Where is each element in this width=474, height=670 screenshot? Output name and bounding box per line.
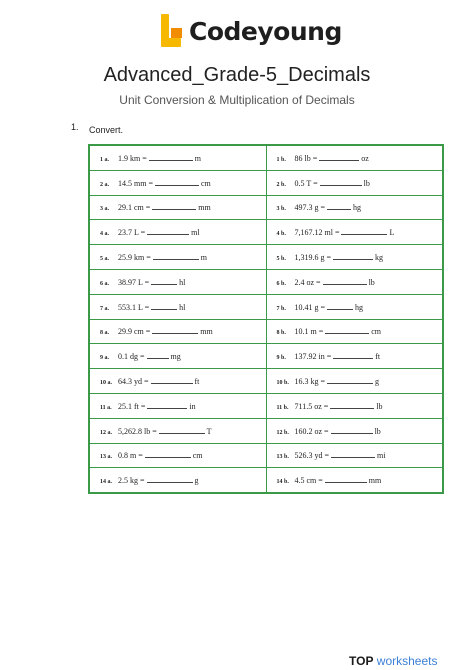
problem-unit: lb	[368, 277, 375, 287]
problem-label: 14 b.	[276, 479, 289, 486]
problem-expression: 0.8 m =	[118, 451, 143, 461]
problem-cell-right	[266, 269, 443, 294]
problem-unit: g	[194, 476, 199, 486]
problem-unit: m	[200, 253, 207, 263]
problem-label: 2 b.	[276, 181, 286, 188]
problem-unit: kg	[375, 253, 384, 263]
problem-expression: 7,167.12 ml =	[294, 228, 340, 238]
problem-unit: lb	[363, 178, 370, 188]
problem-unit: L	[389, 228, 395, 238]
problem-cell-right	[266, 344, 443, 369]
problem-label: 4 b.	[276, 231, 286, 238]
problem-label: 11 b.	[276, 404, 289, 411]
answer-blank[interactable]	[152, 202, 196, 210]
table-row	[90, 319, 443, 344]
problem-cell-right	[266, 443, 443, 468]
problem-expression: 1.9 km =	[118, 153, 147, 163]
problem-expression: 14.5 mm =	[118, 178, 153, 188]
table-row	[90, 468, 443, 493]
conversion-table	[88, 144, 444, 494]
problem-unit: lb	[374, 426, 381, 436]
problem-label: 4 a.	[100, 231, 109, 238]
problem-expression: 4.5 cm =	[294, 476, 323, 486]
table-row	[90, 170, 443, 195]
problem-expression: 10.1 m =	[294, 327, 324, 337]
problem-label: 7 b.	[276, 305, 286, 312]
problem-unit: mm	[200, 327, 213, 337]
footer-worksheets: worksheets	[376, 654, 438, 668]
answer-blank[interactable]	[149, 153, 193, 161]
problem-unit: hl	[179, 302, 186, 312]
answer-blank[interactable]	[147, 475, 193, 483]
problem-unit: ml	[191, 228, 200, 238]
problem-label: 3 b.	[276, 206, 286, 213]
problem-cell-left	[90, 319, 267, 344]
problem-unit: oz	[361, 153, 369, 163]
problem-expression: 160.2 oz =	[294, 426, 329, 436]
problem-label: 8 b.	[276, 330, 286, 337]
problem-expression: 2.4 oz =	[294, 277, 321, 287]
problem-unit: mi	[377, 451, 386, 461]
answer-blank[interactable]	[327, 302, 353, 310]
problem-label: 13 a.	[100, 454, 112, 461]
problem-label: 12 a.	[100, 429, 112, 436]
answer-blank[interactable]	[327, 376, 373, 384]
question-number: 1.	[71, 122, 79, 132]
table-row	[90, 369, 443, 394]
problem-expression: 16.3 kg =	[294, 377, 326, 387]
problem-cell-left	[90, 245, 267, 270]
question-text: Convert.	[89, 125, 124, 135]
problem-label: 5 a.	[100, 256, 109, 263]
answer-blank[interactable]	[327, 202, 351, 210]
problem-cell-right	[266, 319, 443, 344]
answer-blank[interactable]	[331, 426, 373, 434]
problem-unit: hg	[355, 302, 364, 312]
problem-label: 2 a.	[100, 181, 109, 188]
codeyoung-logo-icon	[159, 14, 185, 48]
problem-label: 12 b.	[276, 429, 289, 436]
answer-blank[interactable]	[330, 401, 374, 409]
problem-unit: T	[206, 426, 212, 436]
problem-cell-left	[90, 220, 267, 245]
answer-blank[interactable]	[147, 227, 189, 235]
problem-expression: 0.1 dg =	[118, 352, 145, 362]
answer-blank[interactable]	[147, 351, 169, 359]
problem-label: 8 a.	[100, 330, 109, 337]
problem-unit: in	[189, 401, 196, 411]
problem-unit: hl	[179, 277, 186, 287]
problem-label: 3 a.	[100, 206, 109, 213]
answer-blank[interactable]	[331, 450, 375, 458]
answer-blank[interactable]	[333, 252, 373, 260]
problem-cell-left	[90, 195, 267, 220]
problem-label: 9 a.	[100, 355, 109, 362]
problem-cell-right	[266, 294, 443, 319]
problem-expression: 137.92 in =	[294, 352, 332, 362]
problem-label: 6 b.	[276, 280, 286, 287]
answer-blank[interactable]	[341, 227, 387, 235]
page-title: Advanced_Grade-5_Decimals	[103, 64, 371, 86]
problem-expression: 38.97 L =	[118, 277, 150, 287]
answer-blank[interactable]	[153, 252, 199, 260]
footer-watermark	[349, 654, 438, 668]
answer-blank[interactable]	[325, 475, 367, 483]
problem-label: 7 a.	[100, 305, 109, 312]
problem-label: 10 a.	[100, 380, 112, 387]
problem-expression: 10.41 g =	[294, 302, 326, 312]
problem-expression: 0.5 T =	[294, 178, 318, 188]
problem-cell-right	[266, 393, 443, 418]
problem-cell-right	[266, 369, 443, 394]
problem-label: 13 b.	[276, 454, 289, 461]
problem-label: 10 b.	[276, 380, 289, 387]
problem-unit: m	[194, 153, 201, 163]
problem-label: 11 a.	[100, 404, 112, 411]
table-row	[90, 269, 443, 294]
answer-blank[interactable]	[151, 302, 177, 310]
table-row	[90, 245, 443, 270]
problem-cell-right	[266, 170, 443, 195]
problem-expression: 553.1 L =	[118, 302, 150, 312]
problem-expression: 29.9 cm =	[118, 327, 151, 337]
problem-cell-left	[90, 170, 267, 195]
problem-expression: 1,319.6 g =	[294, 253, 332, 263]
problem-expression: 497.3 g =	[294, 203, 326, 213]
answer-blank[interactable]	[147, 401, 187, 409]
problem-label: 1 a.	[100, 156, 109, 163]
problem-unit: g	[375, 377, 380, 387]
answer-blank[interactable]	[159, 426, 205, 434]
problem-expression: 23.7 L =	[118, 228, 146, 238]
answer-blank[interactable]	[151, 376, 193, 384]
problem-expression: 2.5 kg =	[118, 476, 145, 486]
problem-label: 6 a.	[100, 280, 109, 287]
problem-cell-right	[266, 245, 443, 270]
problem-cell-left	[90, 294, 267, 319]
answer-blank[interactable]	[151, 277, 177, 285]
problem-cell-left	[90, 269, 267, 294]
problem-cell-right	[266, 418, 443, 443]
table-row	[90, 220, 443, 245]
table-row	[90, 443, 443, 468]
problem-cell-left	[90, 369, 267, 394]
problem-expression: 25.1 ft =	[118, 401, 146, 411]
problem-unit: mg	[170, 352, 181, 362]
problem-label: 14 a.	[100, 479, 112, 486]
problem-cell-right	[266, 195, 443, 220]
problem-unit: cm	[371, 327, 382, 337]
table-row	[90, 393, 443, 418]
table-row	[90, 418, 443, 443]
problem-expression: 86 lb =	[294, 153, 318, 163]
problem-expression: 64.3 yd =	[118, 377, 149, 387]
answer-blank[interactable]	[333, 351, 373, 359]
answer-blank[interactable]	[319, 153, 359, 161]
problem-unit: cm	[200, 178, 211, 188]
problem-cell-right	[266, 220, 443, 245]
problem-expression: 711.5 oz =	[294, 401, 329, 411]
answer-blank[interactable]	[320, 178, 362, 186]
answer-blank[interactable]	[323, 277, 367, 285]
problem-unit: mm	[198, 203, 211, 213]
problem-unit: ft	[375, 352, 381, 362]
answer-blank[interactable]	[155, 178, 199, 186]
problem-unit: hg	[353, 203, 362, 213]
problem-unit: cm	[192, 451, 203, 461]
problem-unit: ft	[194, 377, 200, 387]
problem-expression: 526.3 yd =	[294, 451, 330, 461]
page-subtitle: Unit Conversion & Multiplication of Decimals	[119, 93, 355, 107]
table-row	[90, 195, 443, 220]
brand-name: Codeyoung	[189, 16, 342, 46]
problem-expression: 29.1 cm =	[118, 203, 151, 213]
problem-unit: lb	[376, 401, 383, 411]
brand-logo	[159, 14, 342, 48]
problem-cell-right	[266, 468, 443, 493]
answer-blank[interactable]	[152, 326, 198, 334]
problem-cell-right	[266, 146, 443, 171]
table-row	[90, 344, 443, 369]
problem-cell-left	[90, 146, 267, 171]
answer-blank[interactable]	[325, 326, 369, 334]
problem-cell-left	[90, 468, 267, 493]
problem-cell-left	[90, 418, 267, 443]
problem-cell-left	[90, 443, 267, 468]
problem-label: 9 b.	[276, 355, 286, 362]
problem-label: 1 b.	[276, 156, 286, 163]
problem-cell-left	[90, 344, 267, 369]
problem-expression: 5,262.8 lb =	[118, 426, 157, 436]
problem-label: 5 b.	[276, 256, 286, 263]
table-row	[90, 294, 443, 319]
answer-blank[interactable]	[145, 450, 191, 458]
problem-cell-left	[90, 393, 267, 418]
problem-unit: mm	[368, 476, 382, 486]
problem-expression: 25.9 km =	[118, 253, 151, 263]
footer-top: TOP	[349, 654, 374, 668]
table-row	[90, 146, 443, 171]
